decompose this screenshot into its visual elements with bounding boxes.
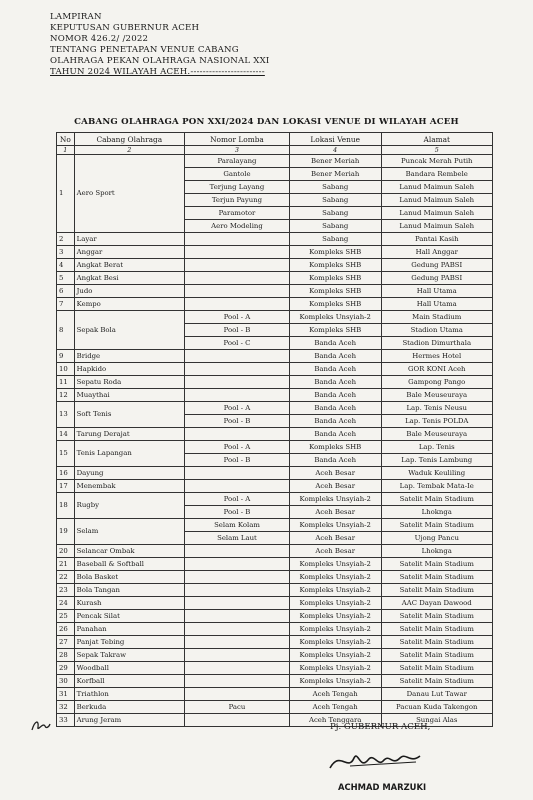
row-alamat: Lanud Maimun Saleh bbox=[381, 207, 493, 220]
row-number: 27 bbox=[57, 636, 75, 649]
row-number: 25 bbox=[57, 610, 75, 623]
handwritten-signature bbox=[320, 740, 440, 780]
row-lokasi-venue: Kompleks Unsyiah-2 bbox=[289, 571, 381, 584]
header-lokasi-venue: Lokasi Venue bbox=[289, 133, 381, 146]
row-alamat: Satelit Main Stadium bbox=[381, 649, 493, 662]
row-nomor-lomba bbox=[185, 467, 290, 480]
row-cabang: Panjat Tebing bbox=[74, 636, 184, 649]
row-lokasi-venue: Kompleks SHB bbox=[289, 285, 381, 298]
row-alamat: Lap. Tenis Neusu bbox=[381, 402, 493, 415]
row-cabang: Sepak Bola bbox=[74, 311, 184, 350]
row-cabang: Layar bbox=[74, 233, 184, 246]
row-nomor-lomba bbox=[185, 714, 290, 727]
row-cabang: Triathlon bbox=[74, 688, 184, 701]
row-alamat: Hall Anggar bbox=[381, 246, 493, 259]
row-alamat: Bale Meuseuraya bbox=[381, 389, 493, 402]
table-index-row bbox=[57, 146, 493, 155]
row-alamat: Stadion Utama bbox=[381, 324, 493, 337]
index-cell: 2 bbox=[74, 146, 184, 155]
row-alamat: Danau Lut Tawar bbox=[381, 688, 493, 701]
row-alamat: Satelit Main Stadium bbox=[381, 558, 493, 571]
row-lokasi-venue: Banda Aceh bbox=[289, 363, 381, 376]
row-nomor-lomba bbox=[185, 246, 290, 259]
header-no: No bbox=[57, 133, 75, 146]
row-number: 12 bbox=[57, 389, 75, 402]
row-cabang: Panahan bbox=[74, 623, 184, 636]
row-lokasi-venue: Banda Aceh bbox=[289, 350, 381, 363]
table-row bbox=[57, 389, 493, 402]
row-number: 29 bbox=[57, 662, 75, 675]
row-lokasi-venue: Bener Meriah bbox=[289, 168, 381, 181]
table-row bbox=[57, 285, 493, 298]
row-cabang: Judo bbox=[74, 285, 184, 298]
row-lokasi-venue: Kompleks Unsyiah-2 bbox=[289, 636, 381, 649]
row-alamat: Bale Meuseuraya bbox=[381, 428, 493, 441]
row-lokasi-venue: Bener Meriah bbox=[289, 155, 381, 168]
table-row bbox=[57, 675, 493, 688]
row-cabang: Anggar bbox=[74, 246, 184, 259]
table-row bbox=[57, 441, 493, 454]
row-nomor-lomba bbox=[185, 545, 290, 558]
row-nomor-lomba bbox=[185, 558, 290, 571]
row-alamat: Gampong Pango bbox=[381, 376, 493, 389]
row-number: 33 bbox=[57, 714, 75, 727]
row-nomor-lomba: Paramotor bbox=[185, 207, 290, 220]
row-cabang: Pencak Silat bbox=[74, 610, 184, 623]
row-lokasi-venue: Kompleks SHB bbox=[289, 246, 381, 259]
row-nomor-lomba bbox=[185, 623, 290, 636]
table-row bbox=[57, 623, 493, 636]
row-lokasi-venue: Kompleks Unsyiah-2 bbox=[289, 662, 381, 675]
row-alamat: Hall Utama bbox=[381, 285, 493, 298]
row-lokasi-venue: Kompleks Unsyiah-2 bbox=[289, 623, 381, 636]
signature-office: GUBERNUR ACEH, bbox=[343, 722, 431, 732]
row-alamat: Lhoknga bbox=[381, 545, 493, 558]
row-lokasi-venue: Kompleks Unsyiah-2 bbox=[289, 493, 381, 506]
document-header bbox=[50, 12, 270, 78]
row-nomor-lomba: Pool - B bbox=[185, 506, 290, 519]
row-lokasi-venue: Kompleks Unsyiah-2 bbox=[289, 597, 381, 610]
table-row bbox=[57, 571, 493, 584]
row-lokasi-venue: Banda Aceh bbox=[289, 402, 381, 415]
row-cabang: Menembak bbox=[74, 480, 184, 493]
row-nomor-lomba bbox=[185, 610, 290, 623]
row-alamat: Satelit Main Stadium bbox=[381, 610, 493, 623]
row-nomor-lomba bbox=[185, 298, 290, 311]
row-nomor-lomba: Pool - B bbox=[185, 415, 290, 428]
row-cabang: Sepak Takraw bbox=[74, 649, 184, 662]
index-cell: 3 bbox=[185, 146, 290, 155]
row-cabang: Rugby bbox=[74, 493, 184, 519]
row-alamat: Lap. Tenis Lambung bbox=[381, 454, 493, 467]
row-lokasi-venue: Aceh Besar bbox=[289, 467, 381, 480]
row-alamat: Satelit Main Stadium bbox=[381, 623, 493, 636]
header-alamat: Alamat bbox=[381, 133, 493, 146]
header-line: TENTANG PENETAPAN VENUE CABANG bbox=[50, 45, 239, 55]
table-row bbox=[57, 584, 493, 597]
row-nomor-lomba bbox=[185, 363, 290, 376]
row-nomor-lomba: Pool - B bbox=[185, 324, 290, 337]
signature-block bbox=[330, 722, 430, 732]
row-nomor-lomba bbox=[185, 480, 290, 493]
row-alamat: Lap. Tenis bbox=[381, 441, 493, 454]
row-number: 1 bbox=[57, 155, 75, 233]
row-number: 18 bbox=[57, 493, 75, 519]
row-lokasi-venue: Banda Aceh bbox=[289, 337, 381, 350]
table-row bbox=[57, 545, 493, 558]
row-lokasi-venue: Banda Aceh bbox=[289, 415, 381, 428]
row-cabang: Arung Jeram bbox=[74, 714, 184, 727]
row-nomor-lomba bbox=[185, 649, 290, 662]
table-body bbox=[57, 155, 493, 727]
table-row bbox=[57, 480, 493, 493]
row-nomor-lomba bbox=[185, 636, 290, 649]
row-number: 28 bbox=[57, 649, 75, 662]
table-row bbox=[57, 662, 493, 675]
table-row bbox=[57, 350, 493, 363]
row-lokasi-venue: Aceh Tenggara bbox=[289, 714, 381, 727]
row-number: 30 bbox=[57, 675, 75, 688]
table-row bbox=[57, 155, 493, 168]
row-cabang: Sepatu Roda bbox=[74, 376, 184, 389]
row-number: 5 bbox=[57, 272, 75, 285]
row-lokasi-venue: Banda Aceh bbox=[289, 376, 381, 389]
row-cabang: Kurash bbox=[74, 597, 184, 610]
row-alamat: Stadion Dimurthala bbox=[381, 337, 493, 350]
row-number: 20 bbox=[57, 545, 75, 558]
table-row bbox=[57, 376, 493, 389]
row-cabang: Tarung Derajat bbox=[74, 428, 184, 441]
row-lokasi-venue: Aceh Besar bbox=[289, 480, 381, 493]
row-cabang: Korfball bbox=[74, 675, 184, 688]
row-lokasi-venue: Kompleks SHB bbox=[289, 441, 381, 454]
row-lokasi-venue: Aceh Tengah bbox=[289, 688, 381, 701]
header-line: TAHUN 2024 WILAYAH ACEH.------------------------ bbox=[50, 67, 265, 77]
row-number: 23 bbox=[57, 584, 75, 597]
table-row bbox=[57, 246, 493, 259]
row-nomor-lomba: Selam Kolam bbox=[185, 519, 290, 532]
index-cell: 4 bbox=[289, 146, 381, 155]
paraf-initial-mark bbox=[30, 718, 52, 734]
row-nomor-lomba: Selam Laut bbox=[185, 532, 290, 545]
row-alamat: Puncak Merah Putih bbox=[381, 155, 493, 168]
row-lokasi-venue: Kompleks SHB bbox=[289, 272, 381, 285]
row-lokasi-venue: Kompleks Unsyiah-2 bbox=[289, 519, 381, 532]
row-lokasi-venue: Kompleks Unsyiah-2 bbox=[289, 558, 381, 571]
row-cabang: Kempo bbox=[74, 298, 184, 311]
row-lokasi-venue: Banda Aceh bbox=[289, 454, 381, 467]
row-number: 22 bbox=[57, 571, 75, 584]
row-lokasi-venue: Kompleks Unsyiah-2 bbox=[289, 675, 381, 688]
row-alamat: Lanud Maimun Saleh bbox=[381, 194, 493, 207]
row-cabang: Hapkido bbox=[74, 363, 184, 376]
row-alamat: Gedung PABSI bbox=[381, 259, 493, 272]
row-alamat: AAC Dayan Dawood bbox=[381, 597, 493, 610]
row-number: 19 bbox=[57, 519, 75, 545]
row-cabang: Selancar Ombak bbox=[74, 545, 184, 558]
row-nomor-lomba: Gantole bbox=[185, 168, 290, 181]
row-nomor-lomba: Pool - B bbox=[185, 454, 290, 467]
row-lokasi-venue: Sabang bbox=[289, 194, 381, 207]
signature-prefix: Pj. bbox=[330, 722, 342, 732]
row-lokasi-venue: Kompleks SHB bbox=[289, 259, 381, 272]
row-cabang: Angkat Besi bbox=[74, 272, 184, 285]
row-alamat: Pacuan Kuda Takengon bbox=[381, 701, 493, 714]
row-alamat: Satelit Main Stadium bbox=[381, 519, 493, 532]
row-number: 17 bbox=[57, 480, 75, 493]
row-alamat: Satelit Main Stadium bbox=[381, 675, 493, 688]
row-nomor-lomba bbox=[185, 428, 290, 441]
row-nomor-lomba: Paralayang bbox=[185, 155, 290, 168]
index-cell: 5 bbox=[381, 146, 493, 155]
row-lokasi-venue: Sabang bbox=[289, 207, 381, 220]
row-nomor-lomba bbox=[185, 662, 290, 675]
header-line: KEPUTUSAN GUBERNUR ACEH bbox=[50, 23, 200, 33]
row-number: 2 bbox=[57, 233, 75, 246]
row-cabang: Tenis Lapangan bbox=[74, 441, 184, 467]
row-alamat: Pantai Kasih bbox=[381, 233, 493, 246]
row-number: 3 bbox=[57, 246, 75, 259]
row-number: 9 bbox=[57, 350, 75, 363]
index-cell: 1 bbox=[57, 146, 75, 155]
row-cabang: Bola Tangan bbox=[74, 584, 184, 597]
row-alamat: Sungai Alas bbox=[381, 714, 493, 727]
row-lokasi-venue: Kompleks Unsyiah-2 bbox=[289, 584, 381, 597]
row-lokasi-venue: Banda Aceh bbox=[289, 428, 381, 441]
header-cabang: Cabang Olahraga bbox=[74, 133, 184, 146]
table-row bbox=[57, 467, 493, 480]
row-alamat: Lhoknga bbox=[381, 506, 493, 519]
row-alamat: Bandara Rembele bbox=[381, 168, 493, 181]
row-lokasi-venue: Sabang bbox=[289, 220, 381, 233]
table-row bbox=[57, 402, 493, 415]
row-lokasi-venue: Kompleks Unsyiah-2 bbox=[289, 311, 381, 324]
row-lokasi-venue: Kompleks Unsyiah-2 bbox=[289, 649, 381, 662]
row-number: 4 bbox=[57, 259, 75, 272]
row-lokasi-venue: Kompleks SHB bbox=[289, 324, 381, 337]
table-row bbox=[57, 610, 493, 623]
row-alamat: Hermes Hotel bbox=[381, 350, 493, 363]
row-alamat: Lanud Maimun Saleh bbox=[381, 181, 493, 194]
row-number: 8 bbox=[57, 311, 75, 350]
row-lokasi-venue: Aceh Tengah bbox=[289, 701, 381, 714]
row-cabang: Aero Sport bbox=[74, 155, 184, 233]
header-line: NOMOR 426.2/ /2022 bbox=[50, 34, 149, 44]
row-alamat: Waduk Keuliling bbox=[381, 467, 493, 480]
row-nomor-lomba: Aero Modeling bbox=[185, 220, 290, 233]
row-nomor-lomba bbox=[185, 285, 290, 298]
row-cabang: Berkuda bbox=[74, 701, 184, 714]
row-alamat: Hall Utama bbox=[381, 298, 493, 311]
table-row bbox=[57, 597, 493, 610]
row-alamat: Lap. Tenis POLDA bbox=[381, 415, 493, 428]
row-alamat: Gedung PABSI bbox=[381, 272, 493, 285]
table-row bbox=[57, 649, 493, 662]
row-alamat: Satelit Main Stadium bbox=[381, 571, 493, 584]
row-alamat: Lap. Tembak Mata-Ie bbox=[381, 480, 493, 493]
row-nomor-lomba bbox=[185, 571, 290, 584]
row-lokasi-venue: Kompleks SHB bbox=[289, 298, 381, 311]
header-line: LAMPIRAN bbox=[50, 12, 102, 22]
row-number: 26 bbox=[57, 623, 75, 636]
row-nomor-lomba: Pool - A bbox=[185, 493, 290, 506]
row-alamat: Satelit Main Stadium bbox=[381, 636, 493, 649]
row-nomor-lomba bbox=[185, 389, 290, 402]
row-nomor-lomba bbox=[185, 584, 290, 597]
table-row bbox=[57, 298, 493, 311]
row-alamat: Satelit Main Stadium bbox=[381, 662, 493, 675]
table-row bbox=[57, 311, 493, 324]
row-lokasi-venue: Banda Aceh bbox=[289, 389, 381, 402]
row-number: 32 bbox=[57, 701, 75, 714]
row-cabang: Selam bbox=[74, 519, 184, 545]
row-cabang: Dayung bbox=[74, 467, 184, 480]
row-nomor-lomba: Pool - A bbox=[185, 441, 290, 454]
table-row bbox=[57, 272, 493, 285]
venue-table bbox=[56, 132, 493, 727]
row-number: 6 bbox=[57, 285, 75, 298]
row-nomor-lomba bbox=[185, 350, 290, 363]
row-number: 24 bbox=[57, 597, 75, 610]
row-alamat: Ujong Pancu bbox=[381, 532, 493, 545]
row-alamat: Main Stadium bbox=[381, 311, 493, 324]
row-nomor-lomba: Pacu bbox=[185, 701, 290, 714]
row-cabang: Bola Basket bbox=[74, 571, 184, 584]
table-header-row bbox=[57, 133, 493, 146]
row-nomor-lomba bbox=[185, 688, 290, 701]
row-nomor-lomba: Pool - C bbox=[185, 337, 290, 350]
row-nomor-lomba: Pool - A bbox=[185, 402, 290, 415]
row-nomor-lomba: Terjun Payung bbox=[185, 194, 290, 207]
table-row bbox=[57, 636, 493, 649]
row-nomor-lomba: Pool - A bbox=[185, 311, 290, 324]
row-nomor-lomba bbox=[185, 272, 290, 285]
table-row bbox=[57, 558, 493, 571]
table-row bbox=[57, 428, 493, 441]
row-alamat: Satelit Main Stadium bbox=[381, 584, 493, 597]
row-nomor-lomba bbox=[185, 233, 290, 246]
row-nomor-lomba bbox=[185, 376, 290, 389]
row-cabang: Bridge bbox=[74, 350, 184, 363]
table-row bbox=[57, 493, 493, 506]
row-cabang: Woodball bbox=[74, 662, 184, 675]
row-alamat: GOR KONI Aceh bbox=[381, 363, 493, 376]
table-row bbox=[57, 701, 493, 714]
row-lokasi-venue: Sabang bbox=[289, 233, 381, 246]
row-lokasi-venue: Aceh Besar bbox=[289, 532, 381, 545]
row-cabang: Muaythai bbox=[74, 389, 184, 402]
row-nomor-lomba: Terjung Layang bbox=[185, 181, 290, 194]
table-row bbox=[57, 259, 493, 272]
row-number: 21 bbox=[57, 558, 75, 571]
row-number: 13 bbox=[57, 402, 75, 428]
header-line: OLAHRAGA PEKAN OLAHRAGA NASIONAL XXI bbox=[50, 56, 270, 66]
row-cabang: Angkat Berat bbox=[74, 259, 184, 272]
row-lokasi-venue: Sabang bbox=[289, 181, 381, 194]
row-number: 14 bbox=[57, 428, 75, 441]
row-cabang: Baseball & Softball bbox=[74, 558, 184, 571]
row-nomor-lomba bbox=[185, 597, 290, 610]
row-number: 7 bbox=[57, 298, 75, 311]
row-lokasi-venue: Kompleks Unsyiah-2 bbox=[289, 610, 381, 623]
table-row bbox=[57, 233, 493, 246]
table-row bbox=[57, 519, 493, 532]
row-number: 15 bbox=[57, 441, 75, 467]
row-lokasi-venue: Aceh Besar bbox=[289, 545, 381, 558]
row-number: 31 bbox=[57, 688, 75, 701]
signatory-name: ACHMAD MARZUKI bbox=[338, 782, 427, 792]
row-nomor-lomba bbox=[185, 259, 290, 272]
document-title: CABANG OLAHRAGA PON XXI/2024 DAN LOKASI VENUE DI WILAYAH ACEH bbox=[74, 117, 459, 127]
row-alamat: Lanud Maimun Saleh bbox=[381, 220, 493, 233]
row-lokasi-venue: Aceh Besar bbox=[289, 506, 381, 519]
row-nomor-lomba bbox=[185, 675, 290, 688]
header-nomor-lomba: Nomor Lomba bbox=[185, 133, 290, 146]
table-row bbox=[57, 363, 493, 376]
row-number: 11 bbox=[57, 376, 75, 389]
row-number: 16 bbox=[57, 467, 75, 480]
row-number: 10 bbox=[57, 363, 75, 376]
row-alamat: Satelit Main Stadium bbox=[381, 493, 493, 506]
row-cabang: Soft Tenis bbox=[74, 402, 184, 428]
table-row bbox=[57, 688, 493, 701]
